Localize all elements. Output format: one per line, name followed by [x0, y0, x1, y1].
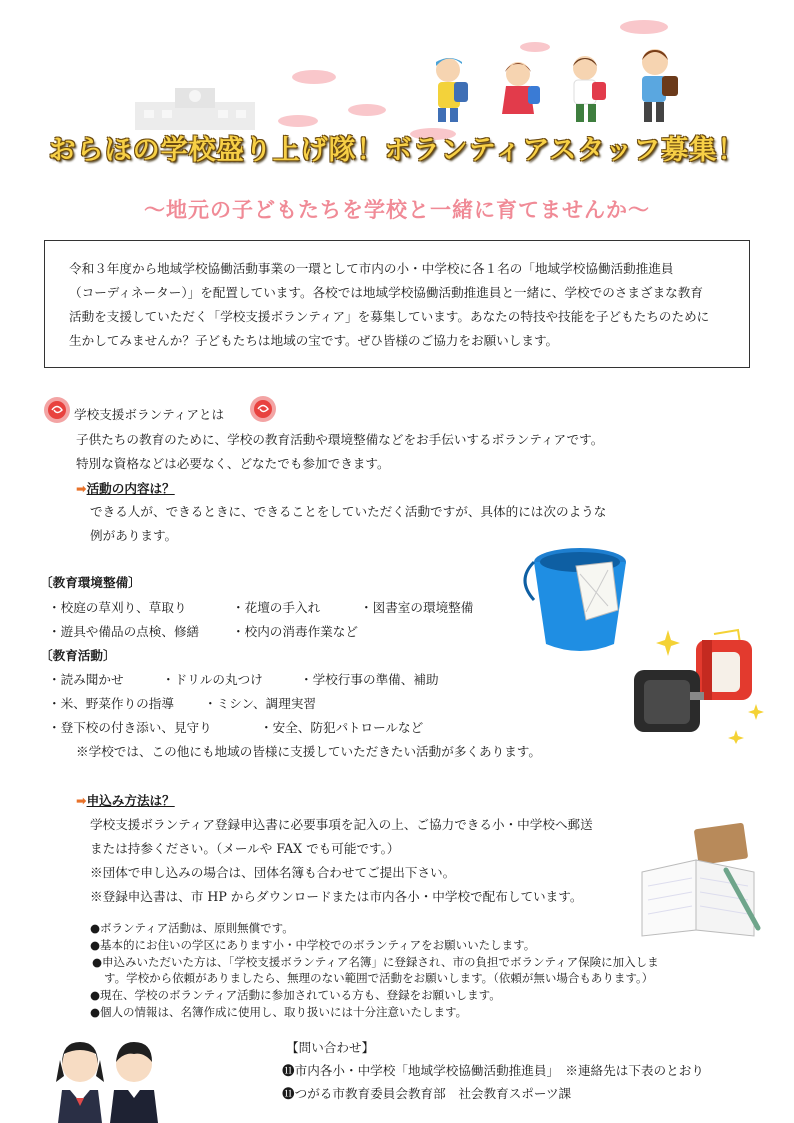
note-line: す。学校から依頼がありましたら、無理のない範囲で活動をお願いします。（依頼が無い場合もあります。）: [104, 971, 654, 985]
girl-student-icon: [56, 1042, 104, 1123]
apply-heading: [76, 790, 175, 809]
child-2-icon: [502, 62, 540, 114]
education-item: ・ドリルの丸つけ: [162, 672, 263, 687]
flower-icon: [40, 396, 74, 424]
contact-item: ⓫つがる市教育委員会教育部 社会教育スポーツ課: [282, 1086, 572, 1101]
environment-item: ・校庭の草刈り、草取り: [48, 600, 187, 615]
education-item: ・安全、防犯パトロールなど: [260, 720, 424, 735]
child-4-icon: [642, 49, 678, 122]
contact-heading: 【問い合わせ】: [286, 1040, 375, 1055]
school-bags-illustration: [618, 626, 768, 746]
apply-line: ※登録申込書は、市 HP からダウンロードまたは市内各小・中学校で配布しています。: [90, 889, 583, 904]
decor-cloud: [292, 70, 336, 84]
intro-line: 令和３年度から地域学校協働活動事業の一環として市内の小・中学校に各１名の「地域学校協働活動推進員: [69, 261, 674, 276]
education-heading: 〔教育活動〕: [40, 648, 116, 663]
environment-heading: 〔教育環境整備〕: [40, 575, 141, 590]
contact-item: ⓫市内各小・中学校「地域学校協働活動推進員」 ※連絡先は下表のとおり: [282, 1063, 704, 1078]
note-line: ●申込みいただいた方は、「学校支援ボランティア名簿」に登録され、市の負担でボランティア保険に加入しま: [92, 955, 659, 969]
red-backpack-icon: [696, 640, 752, 700]
child-1-icon: [436, 58, 468, 122]
decor-cloud: [348, 104, 386, 116]
education-item: ・学校行事の準備、補助: [300, 672, 439, 687]
main-title: おらほの学校盛り上げ隊！ボランティアスタッフ募集！: [48, 135, 746, 166]
subtitle: ～地元の子どもたちを学校と一緒に育てませんか～: [144, 198, 650, 222]
children-walking-illustration: [410, 42, 710, 132]
intro-box: [44, 240, 750, 368]
activity-line: できる人が、できるときに、できることをしていただく活動ですが、具体的には次のような: [90, 504, 607, 519]
boy-student-icon: [110, 1042, 158, 1123]
arrow-right-icon: ➡: [76, 793, 87, 808]
activity-heading: [76, 478, 175, 497]
intro-line: 生かしてみませんか？子どもたちは地域の宝です。ぜひ皆様のご協力をお願いします。: [69, 333, 559, 348]
environment-item: ・校内の消毒作業など: [232, 624, 358, 639]
note-line: ●基本的にお住いの学区にあります小・中学校でのボランティアをお願いいたします。: [90, 938, 536, 952]
apply-line: ※団体で申し込みの場合は、団体名簿も合わせてご提出下さい。: [90, 865, 456, 880]
school-building-illustration: [130, 80, 260, 130]
environment-item: ・花壇の手入れ: [232, 600, 321, 615]
apply-heading-text: 申込み方法は？: [86, 793, 175, 808]
intro-line: （コーディネーター）」を配置しています。各校では地域学校協働活動推進員と一緒に、学校でのさまざまな教育: [69, 285, 703, 300]
education-note: ※学校では、この他にも地域の皆様に支援していただきたい活動が多くあります。: [76, 744, 541, 759]
black-backpack-icon: [634, 670, 704, 732]
note-line: ●ボランティア活動は、原則無償です。: [90, 921, 294, 935]
environment-item: ・図書室の環境整備: [360, 600, 474, 615]
education-item: ・登下校の付き添い、見守り: [48, 720, 212, 735]
note-line: ●個人の情報は、名簿作成に使用し、取り扱いには十分注意いたします。: [90, 1005, 468, 1019]
decor-cloud: [620, 20, 668, 34]
notebook-illustration: [634, 820, 764, 940]
about-line: 特別な資格などは必要なく、どなたでも参加できます。: [76, 456, 390, 471]
child-3-icon: [573, 56, 606, 122]
about-line: 子供たちの教育のために、学校の教育活動や環境整備などをお手伝いするボランティアです。: [76, 432, 604, 447]
arrow-right-icon: ➡: [76, 481, 87, 496]
note-line: ●現在、学校のボランティア活動に参加されている方も、登録をお願いします。: [90, 988, 501, 1002]
education-item: ・ミシン、調理実習: [204, 696, 317, 711]
environment-item: ・遊具や備品の点検、修繕: [48, 624, 200, 639]
apply-line: 学校支援ボランティア登録申込書に必要事項を記入の上、ご協力できる小・中学校へ郵送: [90, 817, 593, 832]
flower-icon: [246, 394, 280, 424]
intro-line: 活動を支援していただく「学校支援ボランティア」を募集しています。あなたの特技や技能を子どもたちのために: [69, 309, 710, 324]
education-item: ・読み聞かせ: [48, 672, 124, 687]
decor-cloud: [278, 115, 318, 127]
about-heading: 学校支援ボランティアとは: [74, 407, 225, 422]
activity-line: 例があります。: [90, 528, 178, 543]
education-item: ・米、野菜作りの指導: [48, 696, 174, 711]
students-illustration: [52, 1036, 162, 1123]
apply-line: または持参ください。（メールや FAX でも可能です。）: [90, 841, 400, 856]
activity-heading-text: 活動の内容は？: [86, 481, 175, 496]
